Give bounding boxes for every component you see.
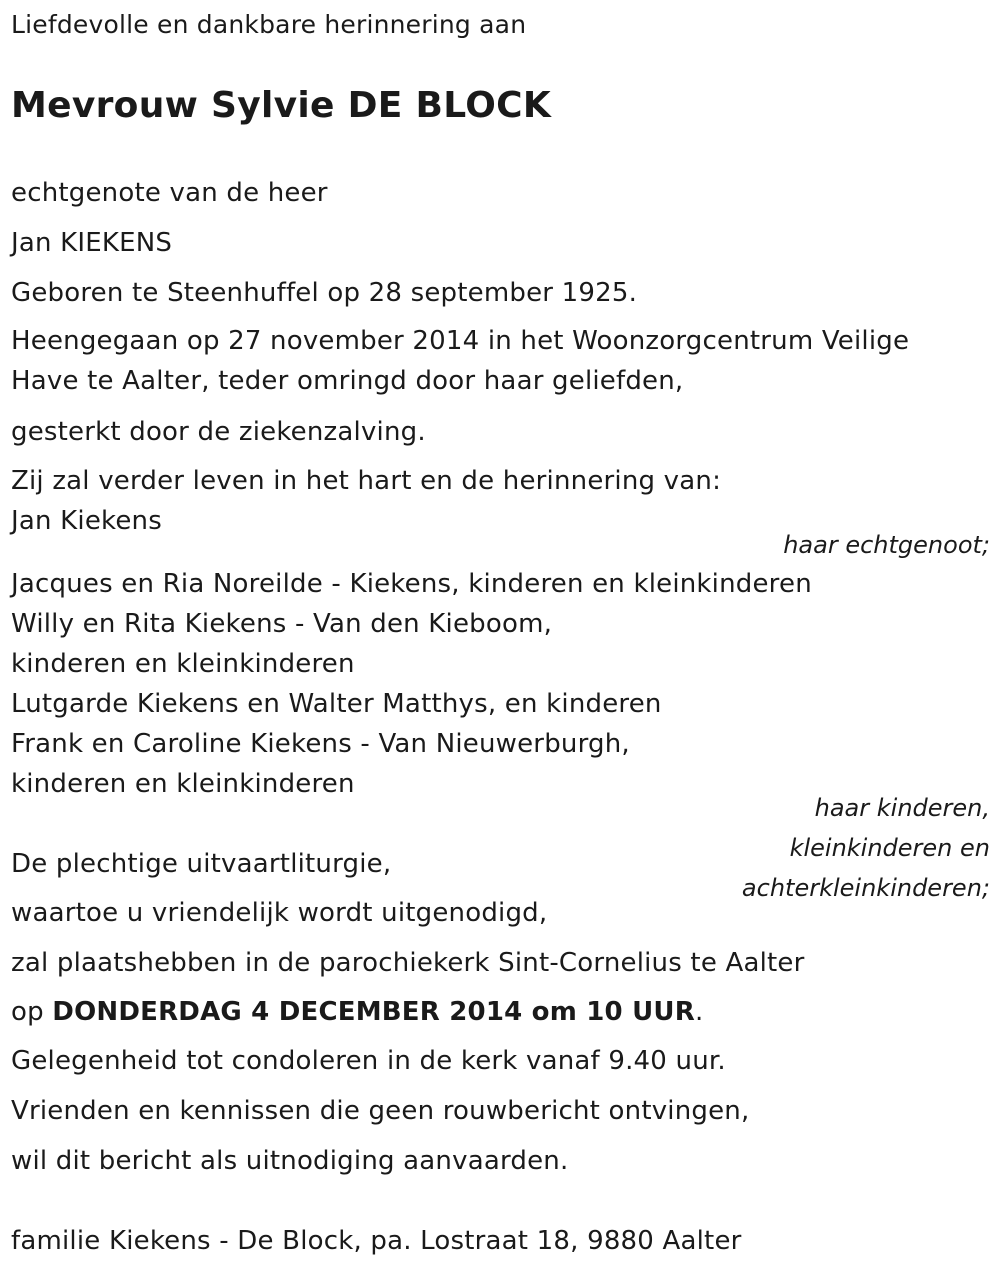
notice-line-1: Vrienden en kennissen die geen rouwbericht ontvingen, [11, 1096, 750, 1126]
family-line: Jacques en Ria Noreilde - Kiekens, kinderen en kleinkinderen [11, 569, 812, 599]
family-line: Lutgarde Kiekens en Walter Matthys, en kinderen [11, 689, 662, 719]
deceased-name: Mevrouw Sylvie DE BLOCK [11, 85, 552, 126]
liturgy-text: De plechtige uitvaartliturgie, [11, 849, 392, 879]
date-prefix: op [11, 997, 44, 1027]
service-date [11, 997, 703, 1027]
date-suffix: . [694, 997, 704, 1027]
death-info-line-1: Heengegaan op 27 november 2014 in het Woonzorgcentrum Veilige [11, 326, 910, 356]
condolence-text: Gelegenheid tot condoleren in de kerk vanaf 9.40 uur. [11, 1046, 726, 1076]
spouse-intro: echtgenote van de heer [11, 178, 328, 208]
memory-intro: Zij zal verder leven in het hart en de herinnering van: [11, 466, 722, 496]
family-line: Willy en Rita Kiekens - Van den Kieboom, [11, 609, 553, 639]
family-role-line: kleinkinderen en [789, 834, 990, 862]
spouse-name: Jan KIEKENS [11, 228, 173, 258]
family-line: Frank en Caroline Kiekens - Van Nieuwerburgh, [11, 729, 630, 759]
death-info-line-2: Have te Aalter, teder omringd door haar geliefden, [11, 366, 684, 396]
family-role-line: achterkleinkinderen; [741, 874, 990, 902]
sacrament-info: gesterkt door de ziekenzalving. [11, 417, 426, 447]
husband-role: haar echtgenoot; [783, 531, 990, 559]
location-text: zal plaatshebben in de parochiekerk Sint-Cornelius te Aalter [11, 948, 805, 978]
date-bold: DONDERDAG 4 DECEMBER 2014 om 10 UUR [52, 997, 695, 1027]
family-address: familie Kiekens - De Block, pa. Lostraat 18, 9880 Aalter [11, 1226, 742, 1256]
birth-info: Geboren te Steenhuffel op 28 september 1925. [11, 278, 638, 308]
family-role-line: haar kinderen, [814, 794, 990, 822]
husband-name: Jan Kiekens [11, 506, 162, 536]
family-line: kinderen en kleinkinderen [11, 649, 355, 679]
intro-text: Liefdevolle en dankbare herinnering aan [11, 10, 527, 39]
invitation-text: waartoe u vriendelijk wordt uitgenodigd, [11, 898, 548, 928]
family-line: kinderen en kleinkinderen [11, 769, 355, 799]
notice-line-2: wil dit bericht als uitnodiging aanvaarden. [11, 1146, 569, 1176]
